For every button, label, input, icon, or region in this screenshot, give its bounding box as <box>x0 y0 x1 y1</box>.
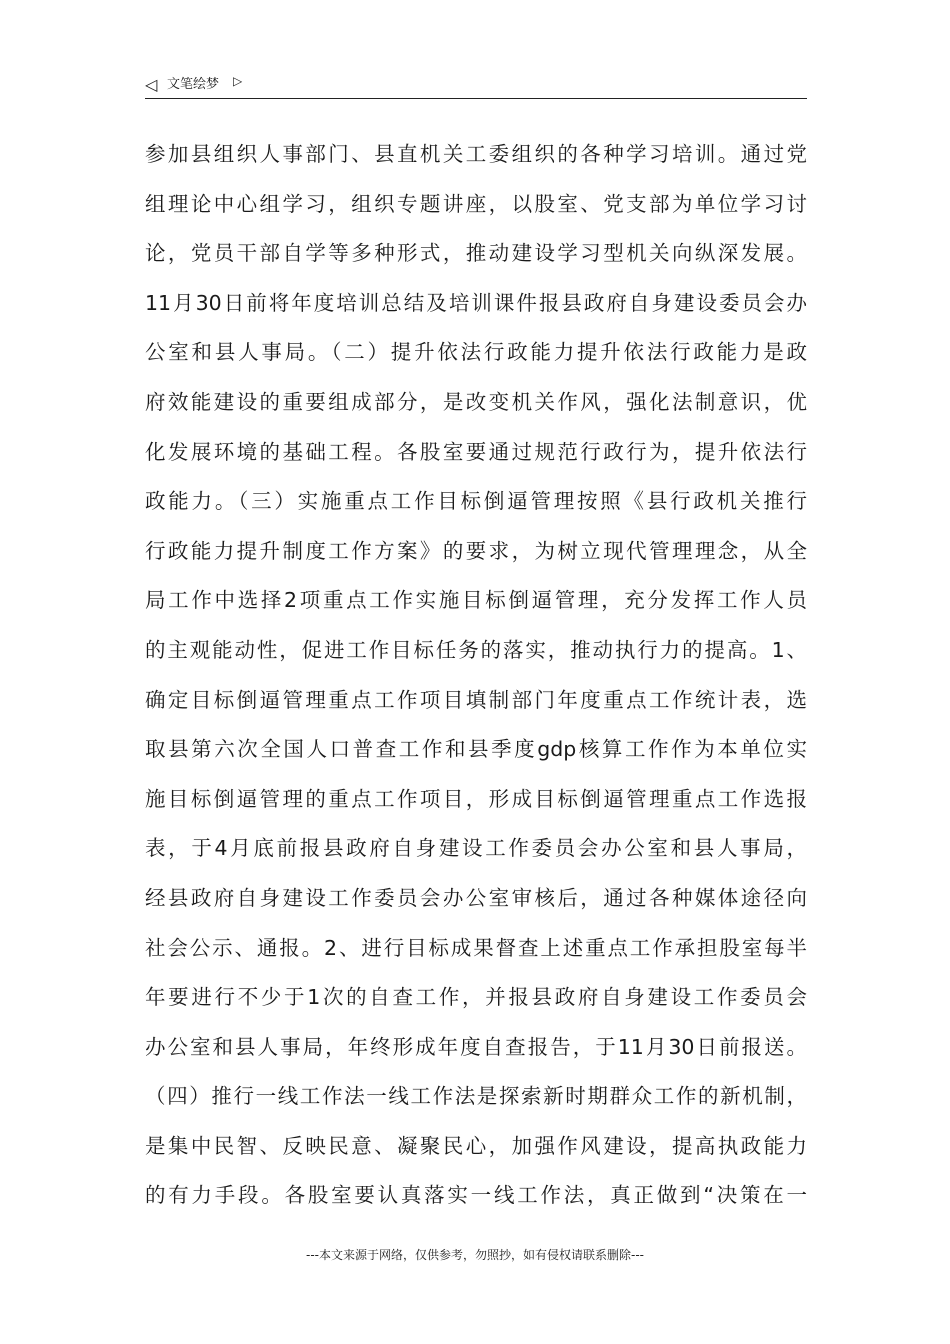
triangle-right-icon: ▷ <box>233 74 243 88</box>
document-body <box>145 130 807 1221</box>
text-line: （四）推行一线工作法一线工作法是探索新时期群众工作的新机制， <box>145 1084 807 1109</box>
text-line: 是集中民智、反映民意、凝聚民心，加强作风建设，提高执政能力 <box>145 1133 807 1158</box>
text-line: 公室和县人事局。（二）提升依法行政能力提升依法行政能力是政 <box>145 340 807 365</box>
text-line: 确定目标倒逼管理重点工作项目填制部门年度重点工作统计表，选 <box>145 687 807 712</box>
page-footer: ---本文来源于网络，仅供参考，勿照抄，如有侵权请联系删除--- <box>306 1248 644 1262</box>
text-line: 论，党员干部自学等多种形式，推动建设学习型机关向纵深发展。 <box>145 241 807 266</box>
header-brand: 文笔绘梦 <box>167 77 220 92</box>
text-line: 11月30日前将年度培训总结及培训课件报县政府自身建设委员会办 <box>145 290 807 315</box>
text-line: 经县政府自身建设工作委员会办公室审核后，通过各种媒体途径向 <box>145 885 807 910</box>
text-line: 社会公示、通报。2、进行目标成果督查上述重点工作承担股室每半 <box>145 935 807 960</box>
text-line: 年要进行不少于1次的自查工作，并报县政府自身建设工作委员会 <box>145 985 807 1010</box>
text-line: 表，于4月底前报县政府自身建设工作委员会办公室和县人事局， <box>145 836 807 861</box>
text-line: 府效能建设的重要组成部分，是改变机关作风，强化法制意识，优 <box>145 389 807 414</box>
page-header <box>145 74 807 99</box>
text-line: 局工作中选择2项重点工作实施目标倒逼管理，充分发挥工作人员 <box>145 588 807 613</box>
text-line: 化发展环境的基础工程。各股室要通过规范行政行为，提升依法行 <box>145 439 807 464</box>
text-line: 的有力手段。各股室要认真落实一线工作法，真正做到“决策在一 <box>145 1183 807 1208</box>
text-line: 取县第六次全国人口普查工作和县季度gdp核算工作作为本单位实 <box>145 737 807 762</box>
text-line: 施目标倒逼管理的重点工作项目，形成目标倒逼管理重点工作选报 <box>145 786 807 811</box>
text-line: 政能力。（三）实施重点工作目标倒逼管理按照《县行政机关推行 <box>145 489 807 514</box>
text-line: 参加县组织人事部门、县直机关工委组织的各种学习培训。通过党 <box>145 142 807 166</box>
text-line: 行政能力提升制度工作方案》的要求，为树立现代管理理念，从全 <box>145 538 807 563</box>
text-line: 办公室和县人事局，年终形成年度自查报告，于11月30日前报送。 <box>145 1034 807 1059</box>
text-line: 的主观能动性，促进工作目标任务的落实，推动执行力的提高。1、 <box>145 637 807 662</box>
triangle-left-icon: ◁ <box>145 75 158 94</box>
text-line: 组理论中心组学习，组织专题讲座，以股室、党支部为单位学习讨 <box>145 191 807 216</box>
